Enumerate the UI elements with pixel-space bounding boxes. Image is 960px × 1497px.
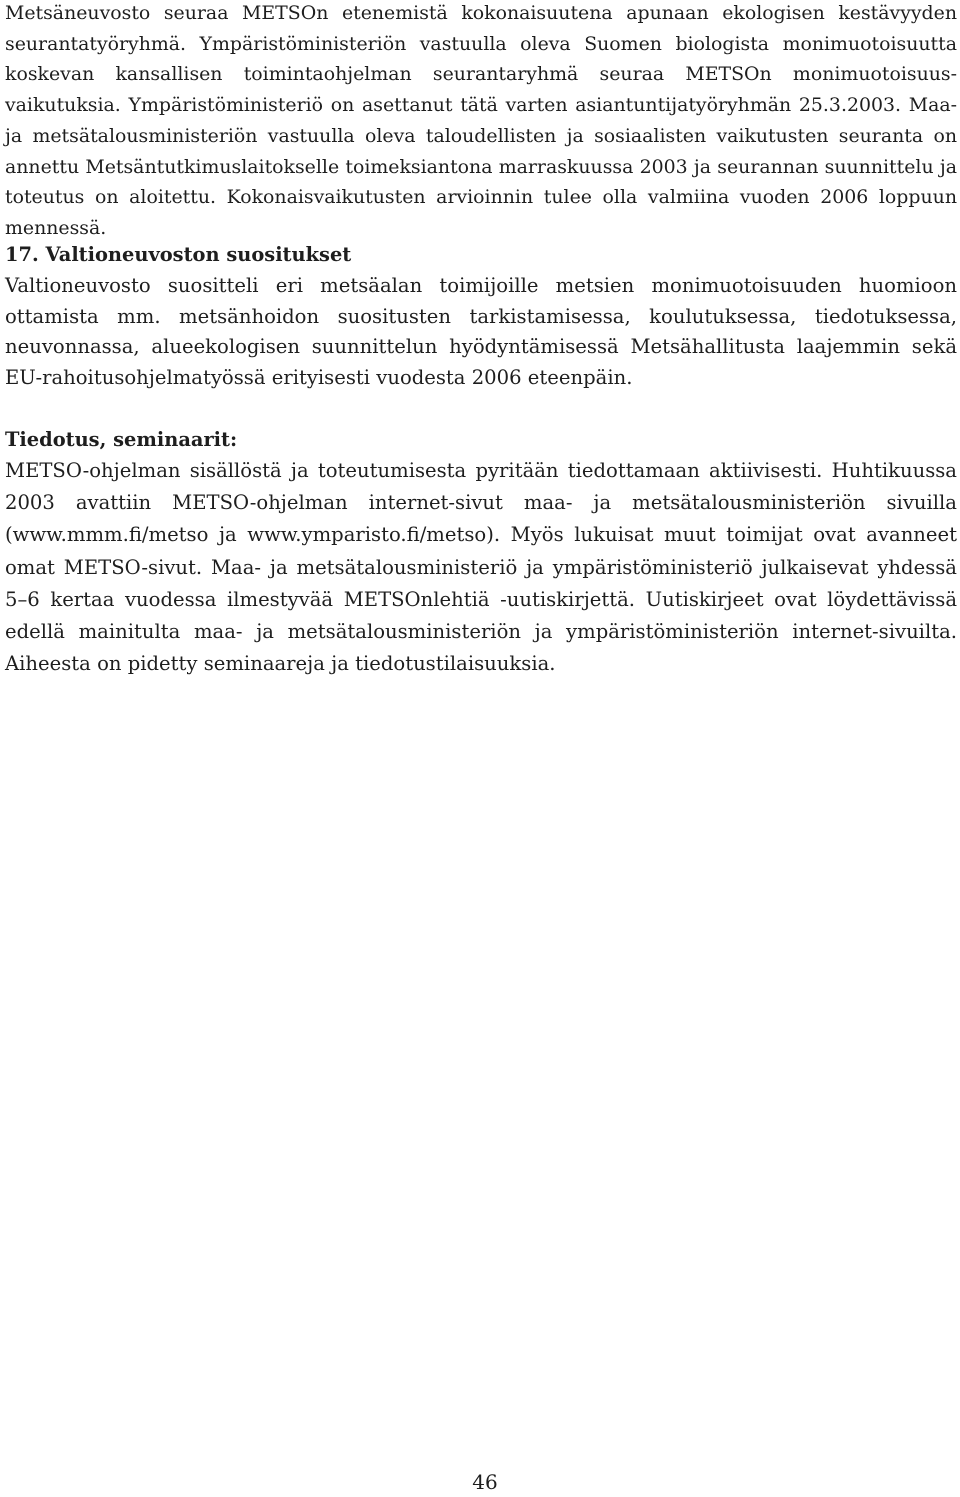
- page-number: 46: [472, 1470, 498, 1494]
- section-heading-17: 17. Valtioneuvoston suositukset: [5, 243, 352, 266]
- section-17-paragraph: Valtioneuvosto suositteli eri metsäalan toimijoille metsien monimuotoisuuden huomioon ottamista mm. metsänhoidon suositusten tarkistamisessa, koulutuksessa, tiedotuksessa, neuvonnassa, alueekologisen suunnittelun hyödyntämisessä Metsähallitusta laajemmin sekä EU-rahoitusohjelmatyössä erityisesti vuodesta 2006 eteenpäin.: [5, 274, 957, 389]
- section-heading-tiedotus: Tiedotus, seminaarit:: [5, 428, 238, 451]
- section-tiedotus-paragraph: METSO-ohjelman sisällöstä ja toteutumisesta pyritään tiedottamaan aktiivisesti. Huhtikuussa 2003 avattiin METSO-ohjelman internet-sivut maa- ja metsätalousministeriön sivuilla (www.mmm.fi/metso ja www.ymparisto.fi/metso). Myös lukuisat muut toimijat ovat avanneet omat METSO-sivut. Maa- ja metsätalousministeriö ja ympäristöministeriö julkaisevat yhdessä 5–6 kertaa vuodessa ilmestyvää METSOnlehtiä -uutiskirjettä. Uutiskirjeet ovat löydettävissä edellä mainitulta maa- ja metsätalousministeriön ja ympäristöministeriön internet-sivuilta. Aiheesta on pidetty seminaareja ja tiedotustilaisuuksia.: [5, 459, 957, 676]
- intro-paragraph: Metsäneuvosto seuraa METSOn etenemistä kokonaisuutena apunaan ekologisen kestävyyden seurantatyöryhmä. Ympäristöministeriön vastuulla oleva Suomen biologista monimuotoisuutta koskevan kansallisen toimintaohjelman seurantaryhmä seuraa METSOn monimuotoisuus-vaikutuksia. Ympäristöministeriö on asettanut tätä varten asiantuntijatyöryhmän 25.3.2003. Maa- ja metsätalousministeriön vastuulla oleva taloudellisten ja sosiaalisten vaikutusten seuranta on annettu Metsäntutkimuslaitokselle toimeksiantona marraskuussa 2003 ja seurannan suunnittelu ja toteutus on aloitettu. Kokonaisvaikutusten arvioinnin tulee olla valmiina vuoden 2006 loppuun mennessä.: [5, 2, 957, 239]
